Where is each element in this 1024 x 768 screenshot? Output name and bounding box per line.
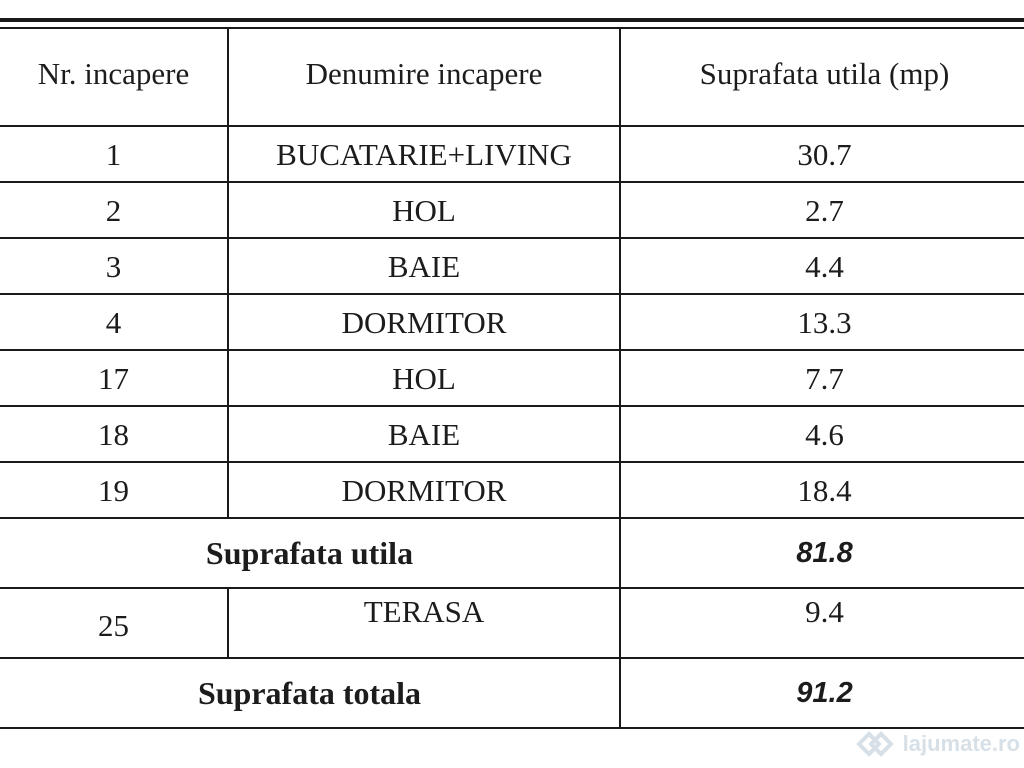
header-cell-area bbox=[620, 28, 1024, 126]
total-label: Suprafata totala bbox=[0, 658, 620, 728]
row-nr: 19 bbox=[0, 462, 228, 518]
watermark-text: lajumate.ro bbox=[902, 731, 1020, 756]
top-rule bbox=[0, 18, 1024, 22]
row-name: DORMITOR bbox=[228, 462, 620, 518]
row-nr: 17 bbox=[0, 350, 228, 406]
header-nr-text: Nr. incapere bbox=[37, 55, 190, 91]
terasa-nr bbox=[0, 588, 228, 658]
row-nr: 2 bbox=[0, 182, 228, 238]
room-area-table bbox=[0, 27, 1024, 729]
row-name: BAIE bbox=[228, 238, 620, 294]
total-row bbox=[0, 658, 1024, 728]
table-row bbox=[0, 182, 1024, 238]
row-nr: 1 bbox=[0, 126, 228, 182]
terasa-row bbox=[0, 588, 1024, 658]
subtotal-label: Suprafata utila bbox=[0, 518, 620, 588]
total-value: 91.2 bbox=[620, 658, 1024, 728]
row-area: 4.4 bbox=[620, 238, 1024, 294]
subtotal-value: 81.8 bbox=[620, 518, 1024, 588]
row-area: 7.7 bbox=[620, 350, 1024, 406]
row-area: 18.4 bbox=[620, 462, 1024, 518]
row-area: 2.7 bbox=[620, 182, 1024, 238]
table-row bbox=[0, 126, 1024, 182]
row-name: HOL bbox=[228, 350, 620, 406]
row-name: BAIE bbox=[228, 406, 620, 462]
table-row bbox=[0, 462, 1024, 518]
header-cell-name bbox=[228, 28, 620, 126]
header-row bbox=[0, 28, 1024, 126]
terasa-area-text: 9.4 bbox=[805, 593, 844, 629]
header-cell-nr bbox=[0, 28, 228, 126]
table-row bbox=[0, 238, 1024, 294]
header-name-text: Denumire incapere bbox=[305, 55, 543, 91]
row-area: 13.3 bbox=[620, 294, 1024, 350]
lajumate-logo-icon bbox=[853, 724, 897, 764]
table-row bbox=[0, 294, 1024, 350]
header-area-text: Suprafata utila (mp) bbox=[699, 55, 950, 91]
row-nr: 4 bbox=[0, 294, 228, 350]
row-nr: 18 bbox=[0, 406, 228, 462]
table-row bbox=[0, 406, 1024, 462]
row-name: BUCATARIE+LIVING bbox=[228, 126, 620, 182]
subtotal-row bbox=[0, 518, 1024, 588]
row-area: 30.7 bbox=[620, 126, 1024, 182]
watermark bbox=[853, 724, 1020, 764]
row-name: DORMITOR bbox=[228, 294, 620, 350]
row-name: HOL bbox=[228, 182, 620, 238]
terasa-name bbox=[228, 588, 620, 658]
row-area: 4.6 bbox=[620, 406, 1024, 462]
row-nr: 3 bbox=[0, 238, 228, 294]
terasa-area bbox=[620, 588, 1024, 658]
terasa-name-text: TERASA bbox=[363, 593, 485, 629]
table-row bbox=[0, 350, 1024, 406]
terasa-nr-text: 25 bbox=[98, 607, 129, 643]
